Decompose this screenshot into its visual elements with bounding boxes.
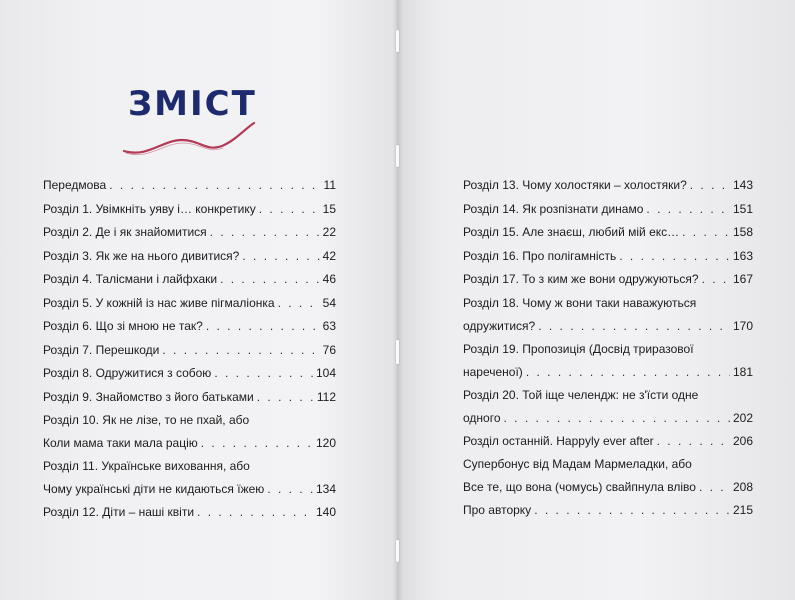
toc-page-number: 76 [322,342,336,357]
dot-leader [699,480,730,495]
toc-entry-title: Розділ 6. Що зі мною не так? [43,319,203,333]
toc-entry-line [43,343,336,358]
toc-page-number: 134 [315,482,336,496]
dot-leader [646,202,730,217]
toc-page-number: 42 [322,248,336,263]
toc-entry [43,202,336,217]
toc-entry-title: одного [463,410,501,425]
toc-entry [463,272,753,287]
book-spine-shadow [393,0,403,600]
toc-entry [463,388,753,426]
toc-entry-title: Розділ 14. Як розпізнати динамо [463,201,644,216]
toc-entry-line [463,457,753,472]
toc-entry-line [463,178,753,193]
toc-entry-title: Розділ останній. Happyly ever after [463,433,654,448]
binding-stitch [396,30,399,52]
toc-entry-line [463,388,753,403]
toc-page-number: 151 [732,201,753,216]
binding-stitch [396,145,399,167]
toc-entry-title: Розділ 2. Де і як знайомитися [43,225,207,239]
toc-page-number: 140 [315,505,336,519]
toc-entry-line [43,319,336,334]
left-page [0,0,397,600]
toc-page-number: 202 [732,410,753,425]
toc-entry-title: нареченої) [463,364,523,379]
toc-entry-line [43,436,336,451]
toc-page-number: 54 [322,295,336,310]
toc-entry-title: Розділ 4. Талісмани і лайфхаки [43,272,218,286]
toc-entry-title: Розділ 17. То з ким же вони одружуються? [463,272,699,286]
title-underline-swash [118,96,268,166]
toc-entry-line [43,249,336,264]
toc-page-number: 143 [732,178,753,192]
toc-entry [43,343,336,358]
toc-page-number: 206 [732,433,753,448]
toc-page-number: 112 [316,389,336,404]
toc-entry-title: Розділ 16. Про полігамність [463,248,617,263]
contents-list-right [463,178,753,527]
dot-leader [267,482,313,497]
toc-entry-line [463,296,753,311]
toc-entry-line [43,202,336,217]
toc-entry [463,249,753,264]
toc-page-number: 170 [732,318,753,333]
toc-entry-line [43,459,336,474]
toc-entry-title: Розділ 5. У кожній із нас живе пігмаліонка [43,295,275,310]
dot-leader [534,503,730,518]
dot-leader [690,178,730,193]
right-page [397,0,795,600]
toc-page-number: 15 [322,201,336,216]
toc-entry-line [463,202,753,217]
toc-entry [43,390,336,405]
toc-entry-title: Про авторку [463,503,532,517]
toc-entry-title: Все те, що вона (чомусь) свайпнула вліво [463,480,696,494]
toc-entry-title: Розділ 7. Перешкоди [43,342,160,357]
toc-entry-line [463,480,753,495]
toc-entry [43,272,336,287]
toc-page-number: 104 [315,366,336,380]
toc-entry-line [43,482,336,497]
toc-entry [463,503,753,518]
toc-entry [463,202,753,217]
binding-stitch [396,540,399,562]
dot-leader [210,225,320,240]
contents-list-left [43,178,336,529]
dot-leader [206,319,320,334]
toc-entry [43,249,336,264]
toc-entry [43,178,336,193]
toc-entry [43,413,336,451]
dot-leader [504,411,730,426]
toc-entry [43,225,336,240]
dot-leader [702,272,730,287]
toc-entry-title: Розділ 15. Але знаєш, любий мій екс… [463,225,680,239]
toc-entry-title: Розділ 8. Одружитися з собою [43,366,212,380]
toc-entry-line [43,272,336,287]
toc-page-number: 22 [322,225,336,239]
dot-leader [242,249,319,264]
toc-page-number: 208 [732,480,753,494]
dot-leader [214,366,313,381]
toc-entry-line [43,225,336,240]
dot-leader [162,343,319,358]
toc-page-number: 46 [322,272,336,286]
toc-entry-title: одружитися? [463,318,536,333]
dot-leader [278,296,320,311]
dot-leader [197,505,313,520]
toc-entry [463,342,753,380]
toc-entry-title: Розділ 11. Українське виховання, або [43,459,250,473]
toc-entry [43,296,336,311]
toc-entry-line [43,296,336,311]
toc-entry [43,319,336,334]
dot-leader [257,390,314,405]
page-title: ЗМІСТ [128,84,257,124]
dot-leader [657,434,730,449]
toc-entry-line [43,178,336,193]
toc-entry-title: Розділ 12. Діти – наші квіти [43,505,195,519]
dot-leader [526,365,730,380]
toc-entry-line [463,434,753,449]
toc-entry-title: Розділ 20. Той іще челендж: не з'їсти одне [463,387,699,402]
toc-entry [463,434,753,449]
toc-entry-title: Розділ 1. Увімкніть уяву і… конкретику [43,201,256,216]
dot-leader [538,319,730,334]
toc-page-number: 63 [322,319,336,333]
toc-entry-line [463,272,753,287]
toc-entry-title: Супербонус від Мадам Мармеладки, або [463,457,692,471]
toc-entry-title: Розділ 18. Чому ж вони таки наважуються [463,295,697,310]
toc-entry-line [463,249,753,264]
toc-entry [463,225,753,240]
dot-leader [682,225,730,240]
toc-entry [43,366,336,381]
toc-entry [463,178,753,193]
toc-entry [43,459,336,497]
toc-entry-line [43,390,336,405]
toc-entry-line [43,413,336,428]
toc-entry-title: Розділ 19. Пропозиція (Досвід триразової [463,341,694,356]
toc-entry-line [463,319,753,334]
binding-stitch [396,340,399,364]
toc-entry-title: Передмова [43,178,107,192]
toc-entry-line [43,505,336,520]
toc-entry-title: Розділ 3. Як же на нього дивитися? [43,248,240,263]
toc-entry [43,505,336,520]
toc-page-number: 11 [323,178,336,192]
dot-leader [619,249,730,264]
dot-leader [259,202,320,217]
toc-entry [463,296,753,334]
dot-leader [201,436,313,451]
toc-entry-line [463,503,753,518]
toc-entry-line [463,411,753,426]
toc-entry-line [463,342,753,357]
toc-entry [463,457,753,495]
toc-page-number: 120 [315,436,336,450]
toc-entry-title: Чому українські діти не кидаються їжею [43,482,265,496]
toc-entry-title: Розділ 10. Як не лізе, то не пхай, або [43,413,250,427]
toc-entry-title: Розділ 13. Чому холостяки – холостяки? [463,178,687,192]
toc-page-number: 215 [732,503,753,517]
toc-entry-title: Розділ 9. Знайомство з його батьками [43,389,254,404]
toc-entry-line [43,366,336,381]
dot-leader [220,272,320,287]
dot-leader [109,178,320,193]
toc-page-number: 158 [732,225,753,239]
toc-entry-line [463,225,753,240]
toc-page-number: 163 [732,248,753,263]
toc-entry-title: Коли мама таки мала рацію [43,436,198,450]
toc-page-number: 167 [732,272,753,286]
toc-entry-line [463,365,753,380]
toc-page-number: 181 [732,364,753,379]
